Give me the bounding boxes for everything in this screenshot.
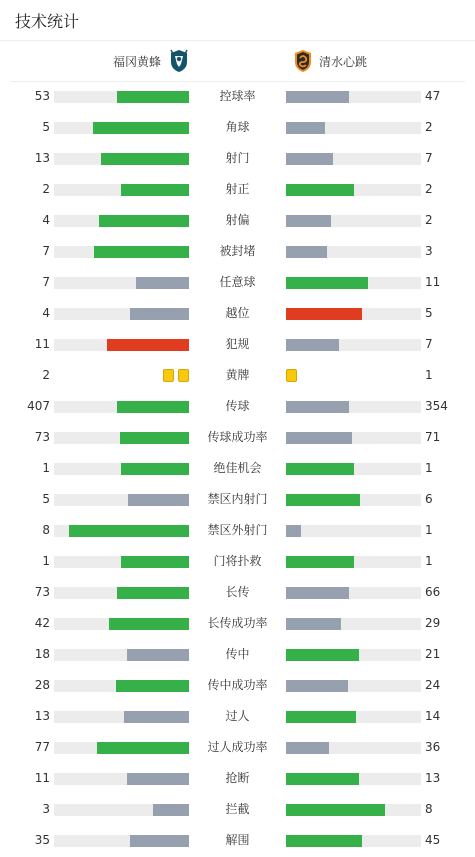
stat-row bbox=[0, 329, 475, 360]
home-stat-value: 407 bbox=[27, 399, 50, 413]
away-stat-value: 14 bbox=[425, 709, 441, 723]
away-stat-value: 11 bbox=[425, 275, 441, 289]
home-stat-value: 73 bbox=[34, 430, 50, 444]
stat-label: 射门 bbox=[225, 151, 250, 165]
away-stat-bar-track bbox=[286, 91, 421, 103]
home-stat-bar-fill bbox=[117, 587, 189, 599]
away-stat-bar-fill bbox=[286, 184, 354, 196]
away-stat-bar-fill bbox=[286, 463, 354, 475]
away-stat-value: 6 bbox=[425, 492, 433, 506]
stat-row bbox=[0, 236, 475, 267]
home-stat-value: 18 bbox=[34, 647, 50, 661]
away-stat-bar-fill bbox=[286, 91, 349, 103]
stat-label: 传中成功率 bbox=[207, 678, 268, 692]
home-stat-value: 2 bbox=[42, 368, 50, 382]
away-stat-bar-track bbox=[286, 494, 421, 506]
home-stat-bar-track bbox=[54, 246, 189, 258]
stat-label: 黄牌 bbox=[225, 368, 250, 382]
stat-row bbox=[0, 763, 475, 794]
away-stat-bar-track bbox=[286, 401, 421, 413]
stat-label: 禁区外射门 bbox=[207, 523, 268, 537]
away-stat-bar-fill bbox=[286, 246, 327, 258]
home-stat-bar-fill bbox=[121, 556, 189, 568]
away-stat-value: 1 bbox=[425, 368, 433, 382]
home-stat-bar-fill bbox=[97, 742, 189, 754]
home-stat-bar-track bbox=[54, 680, 189, 692]
away-stat-value: 66 bbox=[425, 585, 441, 599]
stat-label: 控球率 bbox=[219, 89, 256, 103]
stat-label: 拦截 bbox=[225, 802, 250, 816]
away-stat-bar-track bbox=[286, 556, 421, 568]
stat-row bbox=[0, 453, 475, 484]
stat-row bbox=[0, 794, 475, 825]
home-stat-bar-track bbox=[54, 184, 189, 196]
home-stat-bar-track bbox=[54, 556, 189, 568]
away-stat-bar-fill bbox=[286, 308, 362, 320]
home-stat-bar-fill bbox=[101, 153, 189, 165]
away-stat-bar-fill bbox=[286, 401, 349, 413]
home-stat-bar-fill bbox=[121, 184, 189, 196]
away-stat-bar-fill bbox=[286, 773, 359, 785]
home-stat-value: 5 bbox=[42, 120, 50, 134]
away-stat-bar-fill bbox=[286, 215, 331, 227]
stat-label: 越位 bbox=[225, 306, 250, 320]
home-stat-value: 35 bbox=[34, 833, 50, 847]
away-stat-bar-track bbox=[286, 432, 421, 444]
home-stat-value: 7 bbox=[42, 244, 50, 258]
home-stat-bar-track bbox=[54, 618, 189, 630]
away-stat-value: 2 bbox=[425, 120, 433, 134]
away-stat-value: 3 bbox=[425, 244, 433, 258]
stat-label: 绝佳机会 bbox=[213, 461, 262, 475]
stat-row bbox=[0, 81, 475, 112]
stat-label: 门将扑救 bbox=[213, 554, 262, 568]
home-stat-bar-fill bbox=[136, 277, 189, 289]
stat-row bbox=[0, 391, 475, 422]
away-stat-bar-fill bbox=[286, 153, 333, 165]
home-stat-bar-track bbox=[54, 153, 189, 165]
home-stat-bar-track bbox=[54, 649, 189, 661]
page-title: 技术统计 bbox=[15, 12, 80, 31]
away-stat-bar-track bbox=[286, 184, 421, 196]
stat-row bbox=[0, 143, 475, 174]
away-stat-bar-track bbox=[286, 246, 421, 258]
yellow-card-icon bbox=[286, 369, 297, 382]
stat-label: 任意球 bbox=[219, 275, 256, 289]
teams-header bbox=[0, 41, 475, 81]
stat-label: 过人成功率 bbox=[207, 740, 268, 754]
stat-row bbox=[0, 825, 475, 856]
away-stat-bar-track bbox=[286, 122, 421, 134]
away-stat-bar-track bbox=[286, 773, 421, 785]
home-stat-bar-track bbox=[54, 339, 189, 351]
away-stat-value: 29 bbox=[425, 616, 441, 630]
home-stat-bar-track bbox=[54, 308, 189, 320]
home-stat-bar-track bbox=[54, 587, 189, 599]
home-stat-value: 28 bbox=[34, 678, 50, 692]
stat-label: 解围 bbox=[225, 833, 250, 847]
away-stat-bar-track bbox=[286, 153, 421, 165]
home-stat-bar-track bbox=[54, 525, 189, 537]
home-stat-bar-track bbox=[54, 122, 189, 134]
stat-label: 长传 bbox=[225, 585, 250, 599]
stats-table bbox=[0, 81, 475, 856]
home-stat-value: 13 bbox=[34, 709, 50, 723]
away-stat-value: 45 bbox=[425, 833, 441, 847]
away-stat-bar-track bbox=[286, 618, 421, 630]
home-stat-bar-fill bbox=[109, 618, 189, 630]
away-stat-bar-track bbox=[286, 339, 421, 351]
home-stat-bar-track bbox=[54, 463, 189, 475]
stat-label: 抢断 bbox=[225, 771, 250, 785]
home-stat-bar-track bbox=[54, 835, 189, 847]
stat-label: 传球成功率 bbox=[207, 430, 268, 444]
yellow-card-icon bbox=[178, 369, 189, 382]
away-stat-bar-fill bbox=[286, 649, 359, 661]
home-stat-bar-track bbox=[54, 742, 189, 754]
home-stat-value: 7 bbox=[42, 275, 50, 289]
away-stat-value: 2 bbox=[425, 213, 433, 227]
away-stat-bar-fill bbox=[286, 587, 349, 599]
away-stat-bar-fill bbox=[286, 494, 360, 506]
home-stat-bar-fill bbox=[116, 680, 189, 692]
away-stat-value: 1 bbox=[425, 461, 433, 475]
stat-label: 传球 bbox=[225, 399, 250, 413]
away-stat-value: 24 bbox=[425, 678, 441, 692]
avispa-crest-icon bbox=[169, 49, 189, 73]
stat-row bbox=[0, 267, 475, 298]
stat-row bbox=[0, 360, 475, 391]
away-stat-bar-track bbox=[286, 215, 421, 227]
stat-row bbox=[0, 205, 475, 236]
away-stat-bar-fill bbox=[286, 618, 341, 630]
away-stat-value: 7 bbox=[425, 337, 433, 351]
stat-row bbox=[0, 546, 475, 577]
away-yellow-cards bbox=[286, 369, 297, 382]
home-stat-bar-fill bbox=[130, 308, 189, 320]
away-stat-bar-fill bbox=[286, 122, 325, 134]
home-stat-value: 77 bbox=[34, 740, 50, 754]
away-stat-bar-fill bbox=[286, 680, 348, 692]
home-stat-bar-fill bbox=[127, 773, 189, 785]
home-stat-value: 4 bbox=[42, 306, 50, 320]
home-stat-value: 13 bbox=[34, 151, 50, 165]
home-stat-bar-fill bbox=[107, 339, 189, 351]
stat-row bbox=[0, 422, 475, 453]
home-stat-bar-track bbox=[54, 401, 189, 413]
stat-row bbox=[0, 112, 475, 143]
away-stat-value: 21 bbox=[425, 647, 441, 661]
stat-row bbox=[0, 298, 475, 329]
home-stat-value: 2 bbox=[42, 182, 50, 196]
stat-row bbox=[0, 701, 475, 732]
home-stat-bar-track bbox=[54, 773, 189, 785]
away-stat-bar-track bbox=[286, 680, 421, 692]
home-stat-value: 1 bbox=[42, 461, 50, 475]
stat-label: 犯规 bbox=[225, 337, 250, 351]
away-stat-bar-track bbox=[286, 835, 421, 847]
stat-label: 被封堵 bbox=[219, 244, 256, 258]
home-stat-value: 1 bbox=[42, 554, 50, 568]
home-yellow-cards bbox=[163, 369, 189, 382]
away-stat-bar-track bbox=[286, 711, 421, 723]
home-stat-bar-fill bbox=[93, 122, 189, 134]
away-stat-bar-fill bbox=[286, 432, 352, 444]
stat-row bbox=[0, 577, 475, 608]
home-team-name: 福冈黄蜂 bbox=[113, 54, 162, 69]
home-stat-bar-fill bbox=[128, 494, 189, 506]
yellow-card-icon bbox=[163, 369, 174, 382]
home-stat-bar-fill bbox=[127, 649, 189, 661]
home-stat-bar-fill bbox=[124, 711, 189, 723]
away-stat-value: 47 bbox=[425, 89, 441, 103]
away-stat-bar-track bbox=[286, 649, 421, 661]
home-stat-bar-fill bbox=[153, 804, 189, 816]
home-stat-bar-fill bbox=[117, 91, 189, 103]
away-stat-bar-track bbox=[286, 308, 421, 320]
away-stat-value: 13 bbox=[425, 771, 441, 785]
away-stat-bar-track bbox=[286, 277, 421, 289]
away-stat-bar-fill bbox=[286, 711, 356, 723]
home-stat-bar-fill bbox=[117, 401, 189, 413]
away-stat-bar-fill bbox=[286, 835, 362, 847]
away-stat-bar-track bbox=[286, 525, 421, 537]
stat-row bbox=[0, 515, 475, 546]
away-team[interactable] bbox=[293, 41, 367, 81]
stat-label: 禁区内射门 bbox=[207, 492, 268, 506]
away-stat-value: 354 bbox=[425, 399, 448, 413]
home-stat-bar-fill bbox=[69, 525, 189, 537]
away-stat-bar-fill bbox=[286, 277, 368, 289]
home-stat-bar-fill bbox=[99, 215, 189, 227]
home-stat-value: 73 bbox=[34, 585, 50, 599]
stat-label: 角球 bbox=[225, 120, 250, 134]
stat-row bbox=[0, 670, 475, 701]
home-stat-value: 8 bbox=[42, 523, 50, 537]
away-stat-value: 1 bbox=[425, 523, 433, 537]
away-stat-bar-fill bbox=[286, 556, 354, 568]
home-stat-bar-track bbox=[54, 215, 189, 227]
home-stat-bar-fill bbox=[120, 432, 189, 444]
home-stat-bar-track bbox=[54, 277, 189, 289]
home-stat-bar-fill bbox=[94, 246, 189, 258]
away-stat-bar-fill bbox=[286, 339, 339, 351]
away-stat-value: 7 bbox=[425, 151, 433, 165]
home-team[interactable] bbox=[113, 41, 189, 81]
away-team-name: 清水心跳 bbox=[319, 54, 368, 69]
away-stat-bar-fill bbox=[286, 525, 301, 537]
stat-label: 过人 bbox=[225, 709, 250, 723]
stat-row bbox=[0, 174, 475, 205]
home-stat-bar-track bbox=[54, 711, 189, 723]
home-stat-value: 5 bbox=[42, 492, 50, 506]
away-stat-bar-fill bbox=[286, 742, 329, 754]
stat-label: 长传成功率 bbox=[207, 616, 268, 630]
away-stat-value: 36 bbox=[425, 740, 441, 754]
home-stat-value: 4 bbox=[42, 213, 50, 227]
home-stat-bar-track bbox=[54, 432, 189, 444]
stat-label: 传中 bbox=[225, 647, 250, 661]
away-stat-value: 71 bbox=[425, 430, 441, 444]
home-stat-value: 3 bbox=[42, 802, 50, 816]
home-stat-bar-track bbox=[54, 494, 189, 506]
stat-label: 射偏 bbox=[225, 213, 250, 227]
stat-row bbox=[0, 608, 475, 639]
home-stat-bar-fill bbox=[121, 463, 189, 475]
home-stat-value: 11 bbox=[34, 771, 50, 785]
away-stat-bar-track bbox=[286, 742, 421, 754]
s-pulse-crest-icon bbox=[293, 49, 313, 73]
home-stat-bar-track bbox=[54, 804, 189, 816]
stat-row bbox=[0, 639, 475, 670]
stat-row bbox=[0, 732, 475, 763]
stat-row bbox=[0, 484, 475, 515]
home-stat-value: 53 bbox=[34, 89, 50, 103]
away-stat-value: 5 bbox=[425, 306, 433, 320]
away-stat-bar-track bbox=[286, 587, 421, 599]
home-stat-bar-fill bbox=[130, 835, 189, 847]
away-stat-value: 2 bbox=[425, 182, 433, 196]
away-stat-bar-track bbox=[286, 463, 421, 475]
away-stat-value: 8 bbox=[425, 802, 433, 816]
away-stat-bar-track bbox=[286, 804, 421, 816]
away-stat-bar-fill bbox=[286, 804, 385, 816]
stat-label: 射正 bbox=[225, 182, 250, 196]
home-stat-value: 42 bbox=[34, 616, 50, 630]
home-stat-value: 11 bbox=[34, 337, 50, 351]
home-stat-bar-track bbox=[54, 91, 189, 103]
away-stat-value: 1 bbox=[425, 554, 433, 568]
